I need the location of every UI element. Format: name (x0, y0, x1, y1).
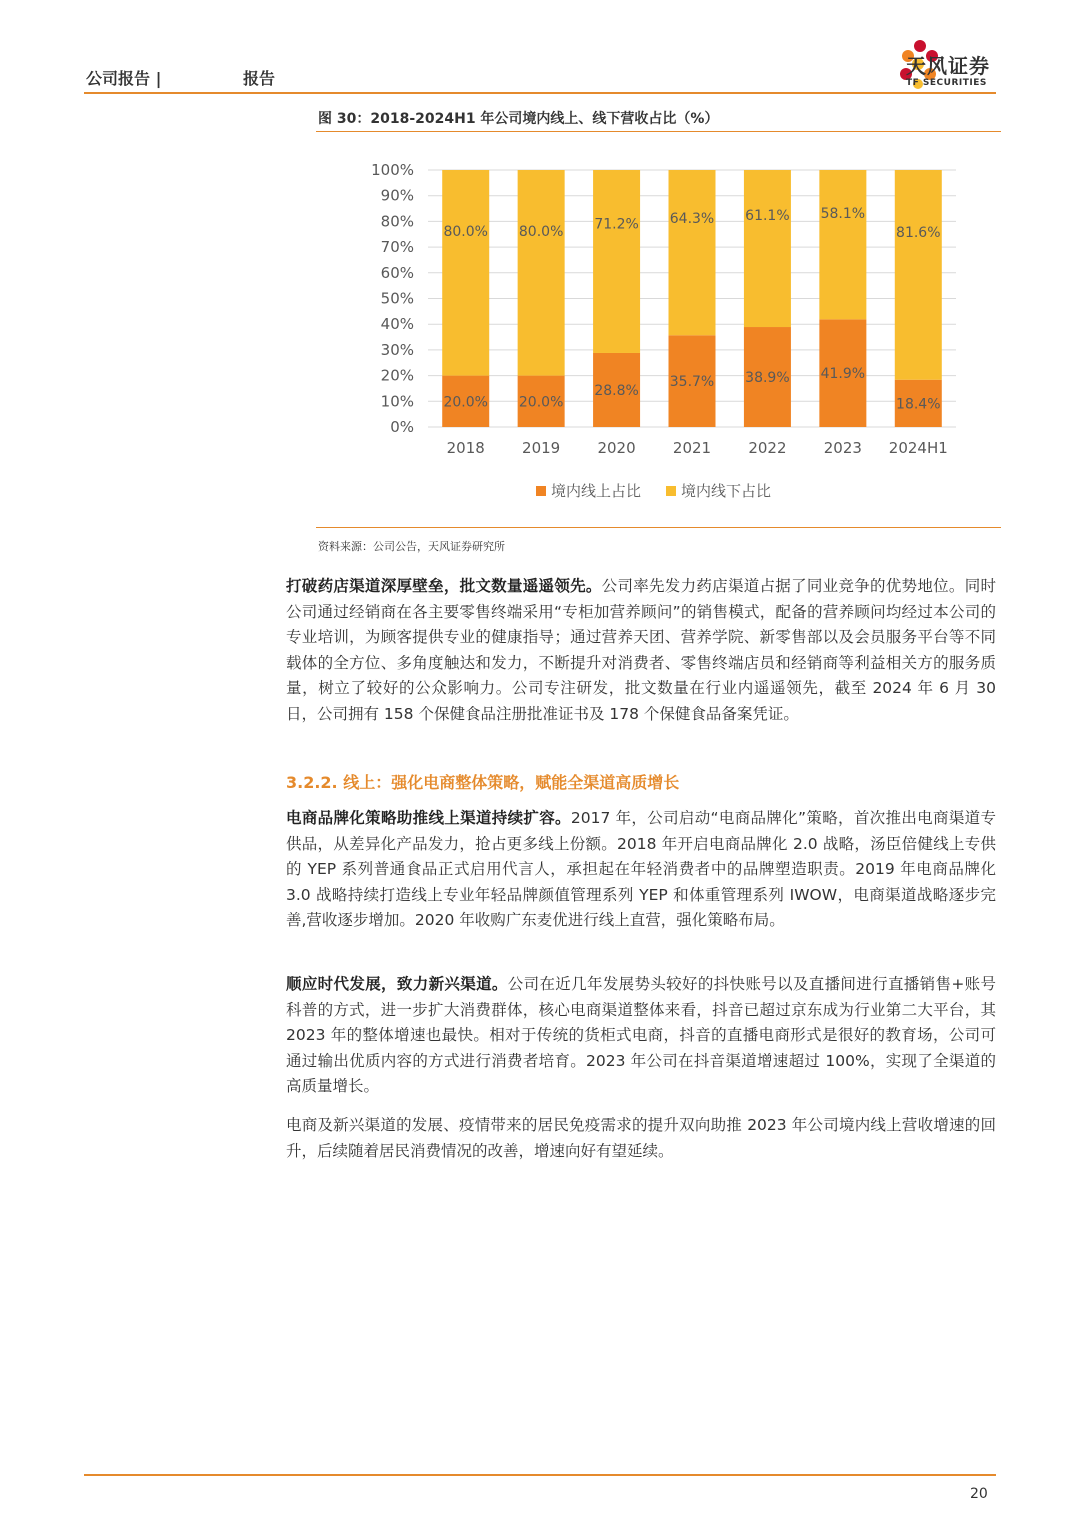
paragraph-conclusion (286, 1113, 996, 1164)
y-tick-label: 20% (380, 366, 414, 385)
figure-title: 图 30：2018-2024H1 年公司境内线上、线下营收占比（%） (318, 111, 719, 127)
data-label: 18.4% (896, 396, 941, 413)
x-tick-label: 2024H1 (888, 439, 948, 457)
y-tick-label: 60% (380, 263, 414, 282)
data-label: 38.9% (745, 370, 790, 387)
data-label: 20.0% (443, 394, 488, 411)
x-tick-label: 2019 (522, 439, 561, 457)
data-label: 20.0% (518, 394, 564, 411)
y-tick-label: 30% (380, 340, 414, 359)
bar-segment (744, 170, 791, 327)
paragraph-text: 2017 年，公司启动“电商品牌化”策略，首次推出电商渠道专供品，从差异化产品发力，抢占更多线上份额。2018 年开启电商品牌化 2.0 战略，汤臣倍健线上专供的 YEP 系列普通食品正式启用代言人，承担起在年轻消费者中的品牌塑造职责。2019 年电商品牌化 3.0 战略持续打造线上专业年轻品牌颜值管理系列 YEP 和体重管理系列 IWOW，电商渠道战略逐步完善,营收逐步增加。2020 年收购广东麦优进行线上直营，强化策略布局。 (286, 809, 996, 930)
x-tick-label: 2020 (597, 439, 636, 457)
x-tick-label: 2021 (672, 439, 712, 457)
logo-text-cn: 天风证券 (906, 54, 990, 78)
paragraph-text: 电商及新兴渠道的发展、疫情带来的居民免疫需求的提升双向助推 2023 年公司境内线上营收增速的回升，后续随着居民消费情况的改善，增速向好有望延续。 (286, 1116, 996, 1160)
figure-source: 资料来源：公司公告，天风证券研究所 (318, 540, 505, 553)
y-tick-label: 80% (380, 212, 414, 231)
figure-top-rule (316, 131, 1001, 132)
y-tick-label: 40% (380, 315, 414, 334)
y-tick-label: 10% (380, 392, 414, 411)
y-tick-label: 90% (380, 186, 414, 205)
y-tick-label: 100% (371, 161, 414, 179)
bar-segment (518, 170, 565, 376)
paragraph-lead: 电商品牌化策略助推线上渠道持续扩容。 (286, 809, 571, 827)
report-type-label: 公司报告 | (86, 69, 162, 88)
legend-swatch (536, 486, 546, 496)
data-label: 41.9% (820, 366, 866, 383)
x-tick-label: 2022 (748, 439, 787, 457)
header-divider (84, 92, 996, 94)
paragraph-text: 公司在近几年发展势头较好的抖快账号以及直播间进行直播销售+账号科普的方式，进一步扩大消费群体，核心电商渠道整体来看，抖音已超过京东成为行业第二大平台，其 2023 年的整体增速也最快。相对于传统的货柜式电商，抖音的直播电商形式是很好的教育场，公司可通过输出优质内容的方式进行消费者培育。2023 年公司在抖音渠道增速超过 100%，实现了全渠道的高质量增长。 (286, 975, 996, 1096)
y-tick-label: 50% (380, 289, 414, 308)
x-tick-label: 2023 (823, 439, 862, 457)
report-subtype-label: 报告 (243, 69, 276, 88)
legend-label: 境内线下占比 (681, 482, 772, 500)
data-label: 80.0% (443, 223, 488, 240)
data-label: 80.0% (518, 223, 564, 240)
data-label: 28.8% (594, 382, 639, 399)
logo-text-en: TF SECURITIES (906, 78, 987, 88)
data-label: 58.1% (820, 205, 866, 222)
section-heading: 3.2.2. 线上：强化电商整体策略，赋能全渠道高质增长 (286, 773, 680, 792)
y-tick-label: 70% (380, 238, 414, 257)
legend-swatch (666, 486, 676, 496)
paragraph-emerging-channels (286, 972, 996, 1100)
figure-bottom-rule (316, 527, 1001, 528)
paragraph-lead: 打破药店渠道深厚壁垒，批文数量遥遥领先。 (286, 577, 602, 595)
data-label: 61.1% (745, 208, 790, 225)
paragraph-pharmacy-channel (286, 574, 996, 728)
footer-divider (84, 1474, 996, 1476)
page-number: 20 (970, 1486, 988, 1502)
bar-segment (895, 170, 942, 380)
bar-segment (669, 170, 716, 335)
x-tick-label: 2018 (446, 439, 485, 457)
paragraph-ecommerce-brand (286, 806, 996, 934)
data-label: 35.7% (669, 374, 715, 391)
data-label: 64.3% (669, 210, 715, 227)
data-label: 71.2% (594, 216, 639, 233)
bar-segment (819, 170, 866, 319)
bar-segment (442, 170, 489, 376)
bar-segment (593, 170, 640, 353)
paragraph-text: 公司率先发力药店渠道占据了同业竞争的优势地位。同时公司通过经销商在各主要零售终端采用“专柜加营养顾问”的销售模式，配备的营养顾问均经过本公司的专业培训，为顾客提供专业的健康指导；通过营养天团、营养学院、新零售部以及会员服务平台等不同载体的全方位、多角度触达和发力，不断提升对消费者、零售终端店员和经销商等利益相关方的服务质量，树立了较好的公众影响力。公司专注研发，批文数量在行业内遥遥领先，截至 2024 年 6 月 30 日，公司拥有 158 个保健食品注册批准证书及 178 个保健食品备案凭证。 (286, 577, 996, 723)
stacked-bar-chart (316, 140, 1000, 524)
y-tick-label: 0% (390, 418, 414, 436)
legend-label: 境内线上占比 (551, 482, 642, 500)
data-label: 81.6% (896, 225, 941, 242)
paragraph-lead: 顺应时代发展，致力新兴渠道。 (286, 975, 508, 993)
